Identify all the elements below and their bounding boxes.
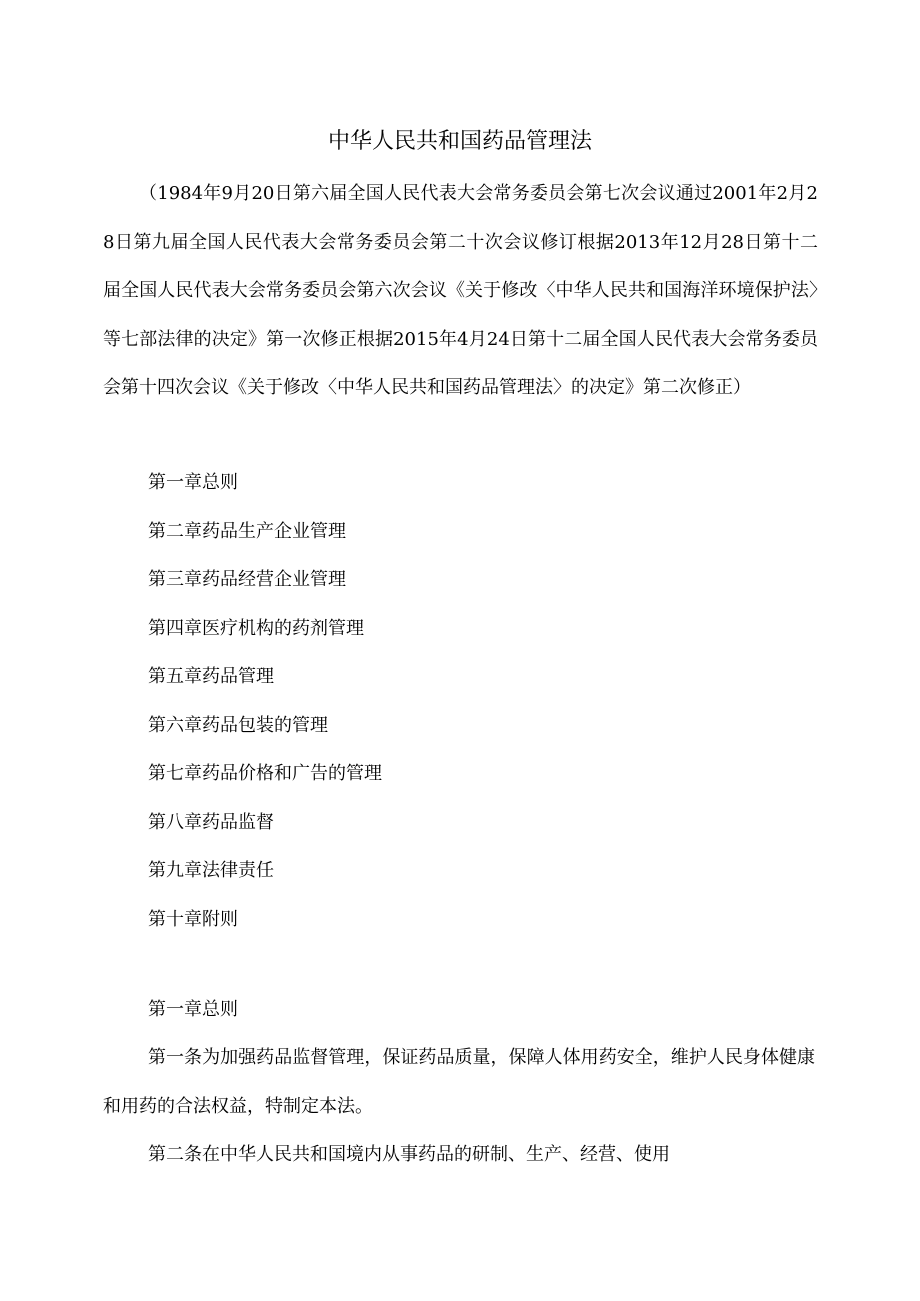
toc-item: 第二章药品生产企业管理: [148, 520, 346, 542]
toc-item: 第十章附则: [148, 908, 238, 930]
document-title: 中华人民共和国药品管理法: [327, 129, 592, 154]
toc-item: 第七章药品价格和广告的管理: [148, 763, 382, 784]
toc-item: 第五章药品管理: [148, 666, 274, 687]
revision-history-note: （1984年9月20日第六届全国人民代表大会常务委员会第七次会议通过2001年2月28日第九届全国人民代表大会常务委员会第二十次会议修订根据2013年12月28日第十二届全国人民代表大会常务委员会第六次会议《关于修改〈中华人民共和国海洋环境保护法〉等七部法律的决定》第一次修正根据2015年4月24日第十二届全国人民代表大会常务委员会第十四次会议《关于修改〈中华人民共和国药品管理法〉的决定》第二次修正）: [103, 183, 818, 398]
toc-item: 第九章法律责任: [148, 860, 274, 881]
toc-item: 第六章药品包装的管理: [148, 714, 328, 736]
toc-item: 第一章总则: [148, 472, 238, 493]
article-paragraph: 第一条为加强药品监督管理，保证药品质量，保障人体用药安全，维护人民身体健康和用药的合法权益，特制定本法。: [103, 1047, 815, 1117]
toc-item: 第三章药品经营企业管理: [148, 569, 346, 590]
toc-item: 第八章药品监督: [148, 811, 274, 833]
toc-item: 第四章医疗机构的药剂管理: [148, 617, 364, 639]
article-paragraph: 第二条在中华人民共和国境内从事药品的研制、生产、经营、使用: [148, 1144, 670, 1165]
table-of-contents: [148, 459, 828, 944]
chapter-heading: 第一章总则: [148, 999, 238, 1020]
